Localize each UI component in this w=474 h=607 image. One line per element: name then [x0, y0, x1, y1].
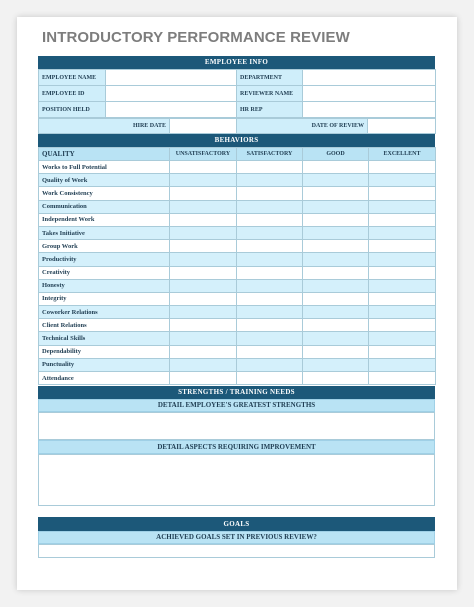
- behavior-label: Group Work: [39, 240, 170, 253]
- rating-cell[interactable]: [237, 174, 303, 187]
- behavior-label: Takes Initiative: [39, 226, 170, 239]
- rating-cell[interactable]: [170, 174, 237, 187]
- rating-cell[interactable]: [369, 358, 436, 371]
- employee-id-label: EMPLOYEE ID: [39, 86, 106, 102]
- behavior-label: Attendance: [39, 372, 170, 385]
- rating-cell[interactable]: [369, 306, 436, 319]
- behavior-row: [39, 358, 436, 371]
- rating-cell[interactable]: [237, 266, 303, 279]
- rating-cell[interactable]: [303, 279, 369, 292]
- behavior-label: Client Relations: [39, 319, 170, 332]
- behavior-label: Independent Work: [39, 213, 170, 226]
- behavior-label: Technical Skills: [39, 332, 170, 345]
- rating-cell[interactable]: [170, 279, 237, 292]
- improvement-field[interactable]: [38, 454, 435, 506]
- rating-cell[interactable]: [303, 174, 369, 187]
- rating-cell[interactable]: [303, 345, 369, 358]
- rating-cell[interactable]: [303, 253, 369, 266]
- rating-cell[interactable]: [303, 292, 369, 305]
- rating-cell[interactable]: [170, 332, 237, 345]
- rating-cell[interactable]: [237, 253, 303, 266]
- behavior-label: Communication: [39, 200, 170, 213]
- rating-cell[interactable]: [369, 174, 436, 187]
- rating-cell[interactable]: [170, 292, 237, 305]
- behaviors-header: BEHAVIORS: [38, 134, 435, 147]
- column-header-excellent: EXCELLENT: [369, 148, 436, 161]
- behavior-row: [39, 372, 436, 385]
- rating-cell[interactable]: [369, 253, 436, 266]
- rating-cell[interactable]: [369, 372, 436, 385]
- rating-cell[interactable]: [303, 213, 369, 226]
- rating-cell[interactable]: [237, 345, 303, 358]
- behavior-label: Quality of Work: [39, 174, 170, 187]
- info-row: [39, 70, 436, 86]
- dates-row: [39, 119, 436, 134]
- dates-table: [38, 118, 436, 134]
- rating-cell[interactable]: [237, 213, 303, 226]
- rating-cell[interactable]: [303, 306, 369, 319]
- employee-name-field[interactable]: [106, 70, 237, 86]
- column-header-satisfactory: SATISFACTORY: [237, 148, 303, 161]
- rating-cell[interactable]: [303, 358, 369, 371]
- rating-cell[interactable]: [303, 200, 369, 213]
- reviewer-name-label: REVIEWER NAME: [237, 86, 303, 102]
- review-date-label: DATE OF REVIEW: [237, 119, 368, 134]
- rating-cell[interactable]: [303, 161, 369, 174]
- info-row: [39, 86, 436, 102]
- behavior-label: Coworker Relations: [39, 306, 170, 319]
- behavior-row: [39, 266, 436, 279]
- behavior-label: Productivity: [39, 253, 170, 266]
- rating-cell[interactable]: [170, 187, 237, 200]
- position-held-field[interactable]: [106, 102, 237, 118]
- rating-cell[interactable]: [369, 319, 436, 332]
- behavior-label: Integrity: [39, 292, 170, 305]
- employee-info-table: [38, 69, 436, 118]
- rating-cell[interactable]: [170, 319, 237, 332]
- column-header-unsatisfactory: UNSATISFACTORY: [170, 148, 237, 161]
- rating-cell[interactable]: [303, 240, 369, 253]
- rating-cell[interactable]: [369, 345, 436, 358]
- rating-cell[interactable]: [369, 266, 436, 279]
- rating-cell[interactable]: [369, 240, 436, 253]
- behavior-row: [39, 213, 436, 226]
- column-header-quality: QUALITY: [39, 148, 170, 161]
- rating-cell[interactable]: [170, 226, 237, 239]
- behavior-label: Works to Full Potential: [39, 161, 170, 174]
- rating-cell[interactable]: [170, 266, 237, 279]
- rating-cell[interactable]: [237, 319, 303, 332]
- achieved-goals-field[interactable]: [38, 544, 435, 558]
- rating-cell[interactable]: [237, 332, 303, 345]
- improvement-label: DETAIL ASPECTS REQUIRING IMPROVEMENT: [38, 440, 435, 454]
- info-row: [39, 102, 436, 118]
- hr-rep-label: HR REP: [237, 102, 303, 118]
- rating-cell[interactable]: [237, 161, 303, 174]
- rating-cell[interactable]: [303, 319, 369, 332]
- rating-cell[interactable]: [237, 358, 303, 371]
- employee-id-field[interactable]: [106, 86, 237, 102]
- behavior-label: Creativity: [39, 266, 170, 279]
- rating-cell[interactable]: [369, 292, 436, 305]
- behavior-row: [39, 332, 436, 345]
- behavior-row: [39, 345, 436, 358]
- employee-info-header: EMPLOYEE INFO: [38, 56, 435, 69]
- rating-cell[interactable]: [170, 161, 237, 174]
- behavior-row: [39, 240, 436, 253]
- rating-cell[interactable]: [303, 372, 369, 385]
- reviewer-name-field[interactable]: [303, 86, 436, 102]
- behavior-row: [39, 187, 436, 200]
- rating-cell[interactable]: [369, 332, 436, 345]
- hire-date-label: HIRE DATE: [39, 119, 170, 134]
- hr-rep-field[interactable]: [303, 102, 436, 118]
- rating-cell[interactable]: [237, 187, 303, 200]
- rating-cell[interactable]: [170, 358, 237, 371]
- behavior-row: [39, 161, 436, 174]
- behavior-row: [39, 306, 436, 319]
- behavior-label: Work Consistency: [39, 187, 170, 200]
- department-field[interactable]: [303, 70, 436, 86]
- review-date-field[interactable]: [368, 119, 436, 134]
- behavior-row: [39, 279, 436, 292]
- rating-cell[interactable]: [303, 266, 369, 279]
- strengths-header: STRENGTHS / TRAINING NEEDS: [38, 386, 435, 399]
- behavior-label: Dependability: [39, 345, 170, 358]
- behaviors-table: [38, 147, 436, 385]
- behavior-row: [39, 226, 436, 239]
- rating-cell[interactable]: [237, 200, 303, 213]
- rating-cell[interactable]: [237, 279, 303, 292]
- rating-cell[interactable]: [170, 345, 237, 358]
- behavior-row: [39, 253, 436, 266]
- behaviors-column-header-row: [39, 148, 436, 161]
- behavior-label: Punctuality: [39, 358, 170, 371]
- behavior-row: [39, 319, 436, 332]
- rating-cell[interactable]: [237, 306, 303, 319]
- rating-cell[interactable]: [369, 279, 436, 292]
- rating-cell[interactable]: [170, 372, 237, 385]
- rating-cell[interactable]: [303, 332, 369, 345]
- rating-cell[interactable]: [170, 213, 237, 226]
- employee-name-label: EMPLOYEE NAME: [39, 70, 106, 86]
- rating-cell[interactable]: [369, 187, 436, 200]
- hire-date-field[interactable]: [170, 119, 237, 134]
- greatest-strengths-field[interactable]: [38, 412, 435, 440]
- rating-cell[interactable]: [369, 226, 436, 239]
- rating-cell[interactable]: [170, 200, 237, 213]
- behavior-row: [39, 200, 436, 213]
- rating-cell[interactable]: [237, 372, 303, 385]
- behavior-label: Honesty: [39, 279, 170, 292]
- behavior-row: [39, 174, 436, 187]
- behavior-row: [39, 292, 436, 305]
- rating-cell[interactable]: [369, 200, 436, 213]
- achieved-goals-label: ACHIEVED GOALS SET IN PREVIOUS REVIEW?: [38, 531, 435, 544]
- rating-cell[interactable]: [237, 226, 303, 239]
- greatest-strengths-label: DETAIL EMPLOYEE'S GREATEST STRENGTHS: [38, 399, 435, 412]
- rating-cell[interactable]: [303, 226, 369, 239]
- rating-cell[interactable]: [237, 292, 303, 305]
- rating-cell[interactable]: [170, 253, 237, 266]
- rating-cell[interactable]: [369, 161, 436, 174]
- page-title: INTRODUCTORY PERFORMANCE REVIEW: [42, 29, 350, 46]
- goals-header: GOALS: [38, 517, 435, 531]
- rating-cell[interactable]: [170, 240, 237, 253]
- rating-cell[interactable]: [170, 306, 237, 319]
- rating-cell[interactable]: [237, 240, 303, 253]
- column-header-good: GOOD: [303, 148, 369, 161]
- rating-cell[interactable]: [369, 213, 436, 226]
- department-label: DEPARTMENT: [237, 70, 303, 86]
- position-held-label: POSITION HELD: [39, 102, 106, 118]
- rating-cell[interactable]: [303, 187, 369, 200]
